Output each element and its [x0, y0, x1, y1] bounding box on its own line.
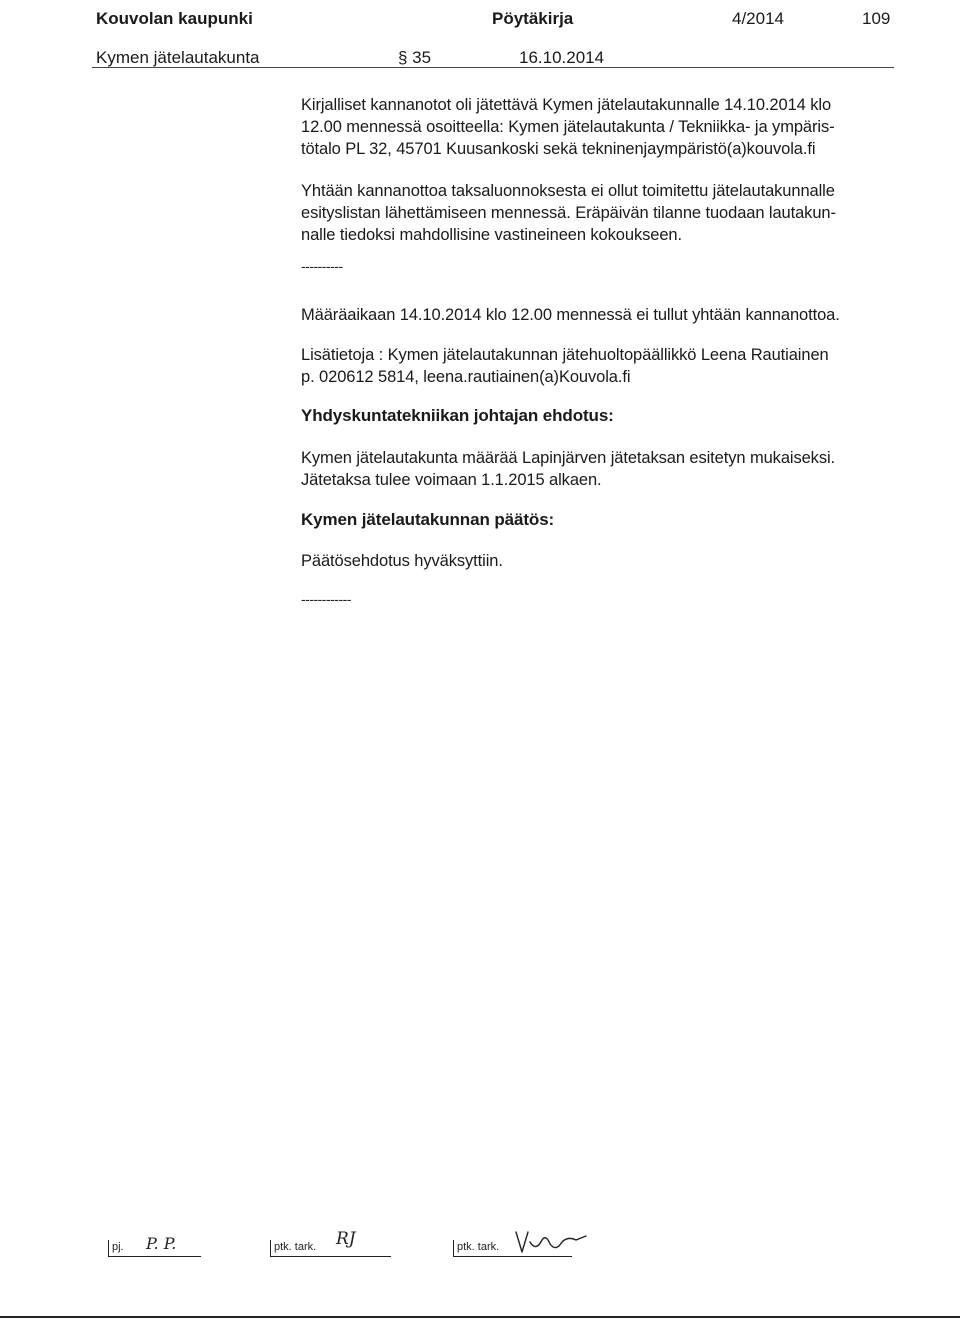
examiner-label: ptk. tark.: [457, 1241, 500, 1253]
contact-info: [301, 344, 829, 388]
submission-paragraph: [301, 94, 835, 160]
paragraph-line: Lisätietoja : Kymen jätelautakunnan jätehuoltopäällikkö Leena Rautiainen: [301, 346, 829, 364]
deadline-note: Määräaikaan 14.10.2014 klo 12.00 mennessä ei tullut yhtään kannanottoa.: [301, 306, 840, 324]
paragraph-line: Jätetaksa tulee voimaan 1.1.2015 alkaen.: [301, 471, 602, 489]
bottom-rule: [0, 1316, 960, 1318]
chair-initials: P. P.: [146, 1234, 177, 1253]
decision-heading: Kymen jätelautakunnan päätös:: [301, 510, 555, 529]
paragraph-line: nalle tiedoksi mahdollisine vastineineen kokoukseen.: [301, 226, 682, 244]
header-rule: [92, 67, 894, 68]
municipality-name: Kouvolan kaupunki: [96, 9, 253, 28]
board-name: Kymen jätelautakunta: [96, 48, 260, 67]
decision-text: Päätösehdotus hyväksyttiin.: [301, 552, 503, 570]
paragraph-line: Kirjalliset kannanotot oli jätettävä Kymen jätelautakunnalle 14.10.2014 klo: [301, 96, 832, 114]
paragraph-line: 12.00 mennessä osoitteella: Kymen jätelautakunta / Tekniikka- ja ympäris-: [301, 118, 835, 136]
chair-label: pj.: [112, 1241, 124, 1253]
handwritten-signature-icon: [512, 1226, 588, 1256]
status-paragraph: [301, 180, 836, 246]
paragraph-line: p. 020612 5814, leena.rautiainen(a)Kouvola.fi: [301, 368, 631, 386]
paragraph-line: esityslistan lähettämiseen mennessä. Eräpäivän tilanne tuodaan lautakun-: [301, 204, 836, 222]
examiner-initials: RJ: [336, 1229, 356, 1249]
paragraph-line: Kymen jätelautakunta määrää Lapinjärven jätetaksan esitetyn mukaiseksi.: [301, 449, 836, 467]
examiner-label: ptk. tark.: [274, 1241, 317, 1253]
meeting-date: 16.10.2014: [519, 48, 605, 67]
separator-dashes: ------------: [301, 591, 351, 607]
proposal-text: [301, 447, 835, 491]
page-number: 109: [862, 9, 891, 28]
paragraph-line: tötalo PL 32, 45701 Kuusankoski sekä tekninenjaympäristö(a)kouvola.fi: [301, 140, 816, 158]
paragraph-line: Yhtään kannanottoa taksaluonnoksesta ei ollut toimitettu jätelautakunnalle: [301, 182, 835, 200]
separator-dashes: ----------: [301, 258, 343, 274]
proposal-heading: Yhdyskuntatekniikan johtajan ehdotus:: [301, 406, 614, 425]
document-type: Pöytäkirja: [492, 9, 574, 28]
section-number: § 35: [398, 48, 432, 67]
document-number: 4/2014: [732, 9, 784, 28]
